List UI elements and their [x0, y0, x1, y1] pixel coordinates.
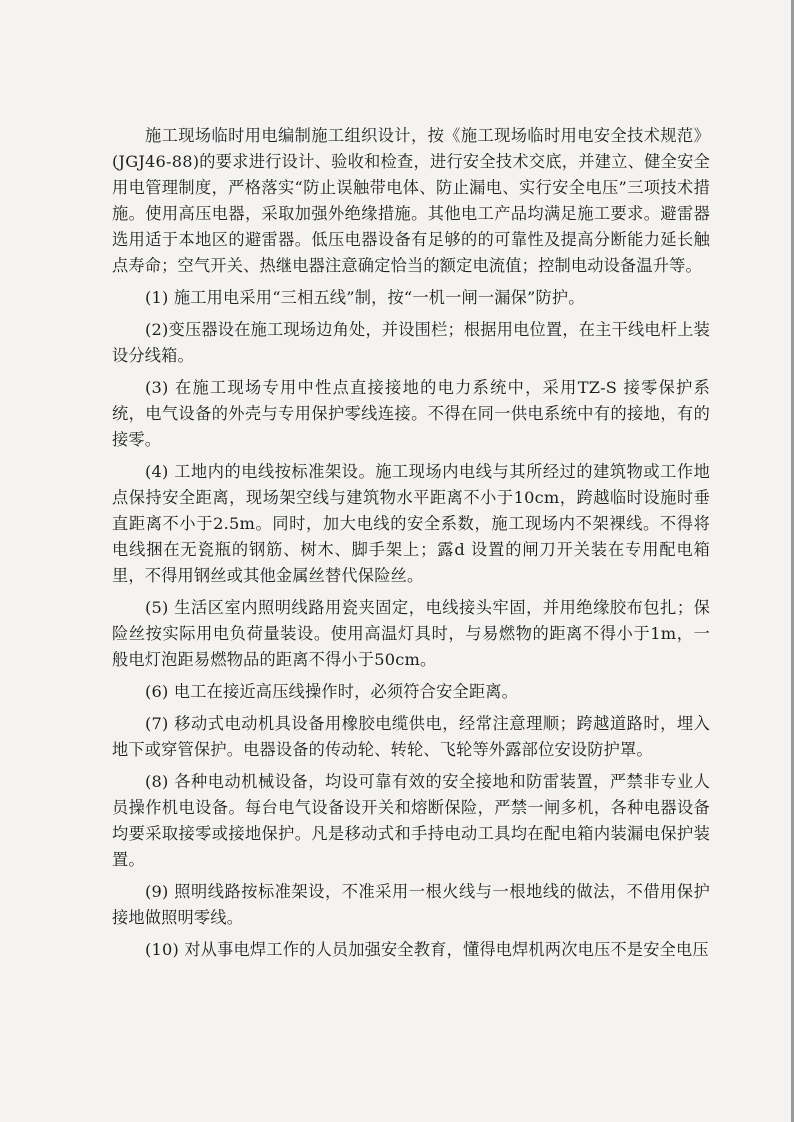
list-item: (8) 各种电动机械设备，均设可靠有效的安全接地和防雷装置，严禁非专业人员操作机电设备。每台电气设备设开关和熔断保险，严禁一闸多机，各种电器设备均要采取接零或接地保护。凡是移动式和手持电动工具均在配电箱内装漏电保护装置。	[112, 772, 710, 869]
list-item: (2)变压器设在施工现场边角处，并设围栏；根据用电位置，在主干线电杆上装设分线箱。	[112, 320, 710, 365]
list-item: (6) 电工在接近高压线操作时，必须符合安全距离。	[145, 682, 519, 701]
list-item: (1) 施工用电采用“三相五线”制，按“一机一闸一漏保”防护。	[145, 288, 585, 307]
list-item: (7) 移动式电动机具设备用橡胶电缆供电，经常注意理顺；跨越道路时，埋入地下或穿管保护。电器设备的传动轮、转轮、飞轮等外露部位安设防护罩。	[112, 714, 710, 759]
document-body	[112, 123, 710, 963]
list-item: (3) 在施工现场专用中性点直接接地的电力系统中，采用TZ-S 接零保护系统，电气设备的外壳与专用保护零线连接。不得在同一供电系统中有的接地，有的接零。	[112, 378, 710, 449]
list-item: (10) 对从事电焊工作的人员加强安全教育，懂得电焊机两次电压不是安全电压	[145, 940, 709, 959]
intro-paragraph: 施工现场临时用电编制施工组织设计，按《施工现场临时用电安全技术规范》(JGJ46-88)的要求进行设计、验收和检查，进行安全技术交底，并建立、健全安全用电管理制度，严格落实“防止误触带电体、防止漏电、实行安全电压”三项技术措施。使用高压电器，采取加强外绝缘措施。其他电工产品均满足施工要求。避雷器选用适于本地区的避雷器。低压电器设备有足够的的可靠性及提高分断能力延长触点寿命；空气开关、热继电器注意确定恰当的额定电流值；控制电动设备温升等。	[112, 126, 710, 275]
list-item: (5) 生活区室内照明线路用瓷夹固定，电线接头牢固，并用绝缘胶布包扎；保险丝按实际用电负荷量装设。使用高温灯具时，与易燃物的距离不得小于1m，一般电灯泡距易燃物品的距离不得小于50cm。	[112, 598, 710, 669]
list-item: (4) 工地内的电线按标准架设。施工现场内电线与其所经过的建筑物或工作地点保持安全距离，现场架空线与建筑物水平距离不小于10cm，跨越临时设施时垂直距离不小于2.5m。同时，加大电线的安全系数，施工现场内不架裸线。不得将电线捆在无瓷瓶的钢筋、树木、脚手架上；露d 设置的闸刀开关装在专用配电箱里，不得用钢丝或其他金属丝替代保险丝。	[112, 462, 710, 585]
list-item: (9) 照明线路按标准架设，不准采用一根火线与一根地线的做法，不借用保护接地做照明零线。	[112, 882, 710, 927]
